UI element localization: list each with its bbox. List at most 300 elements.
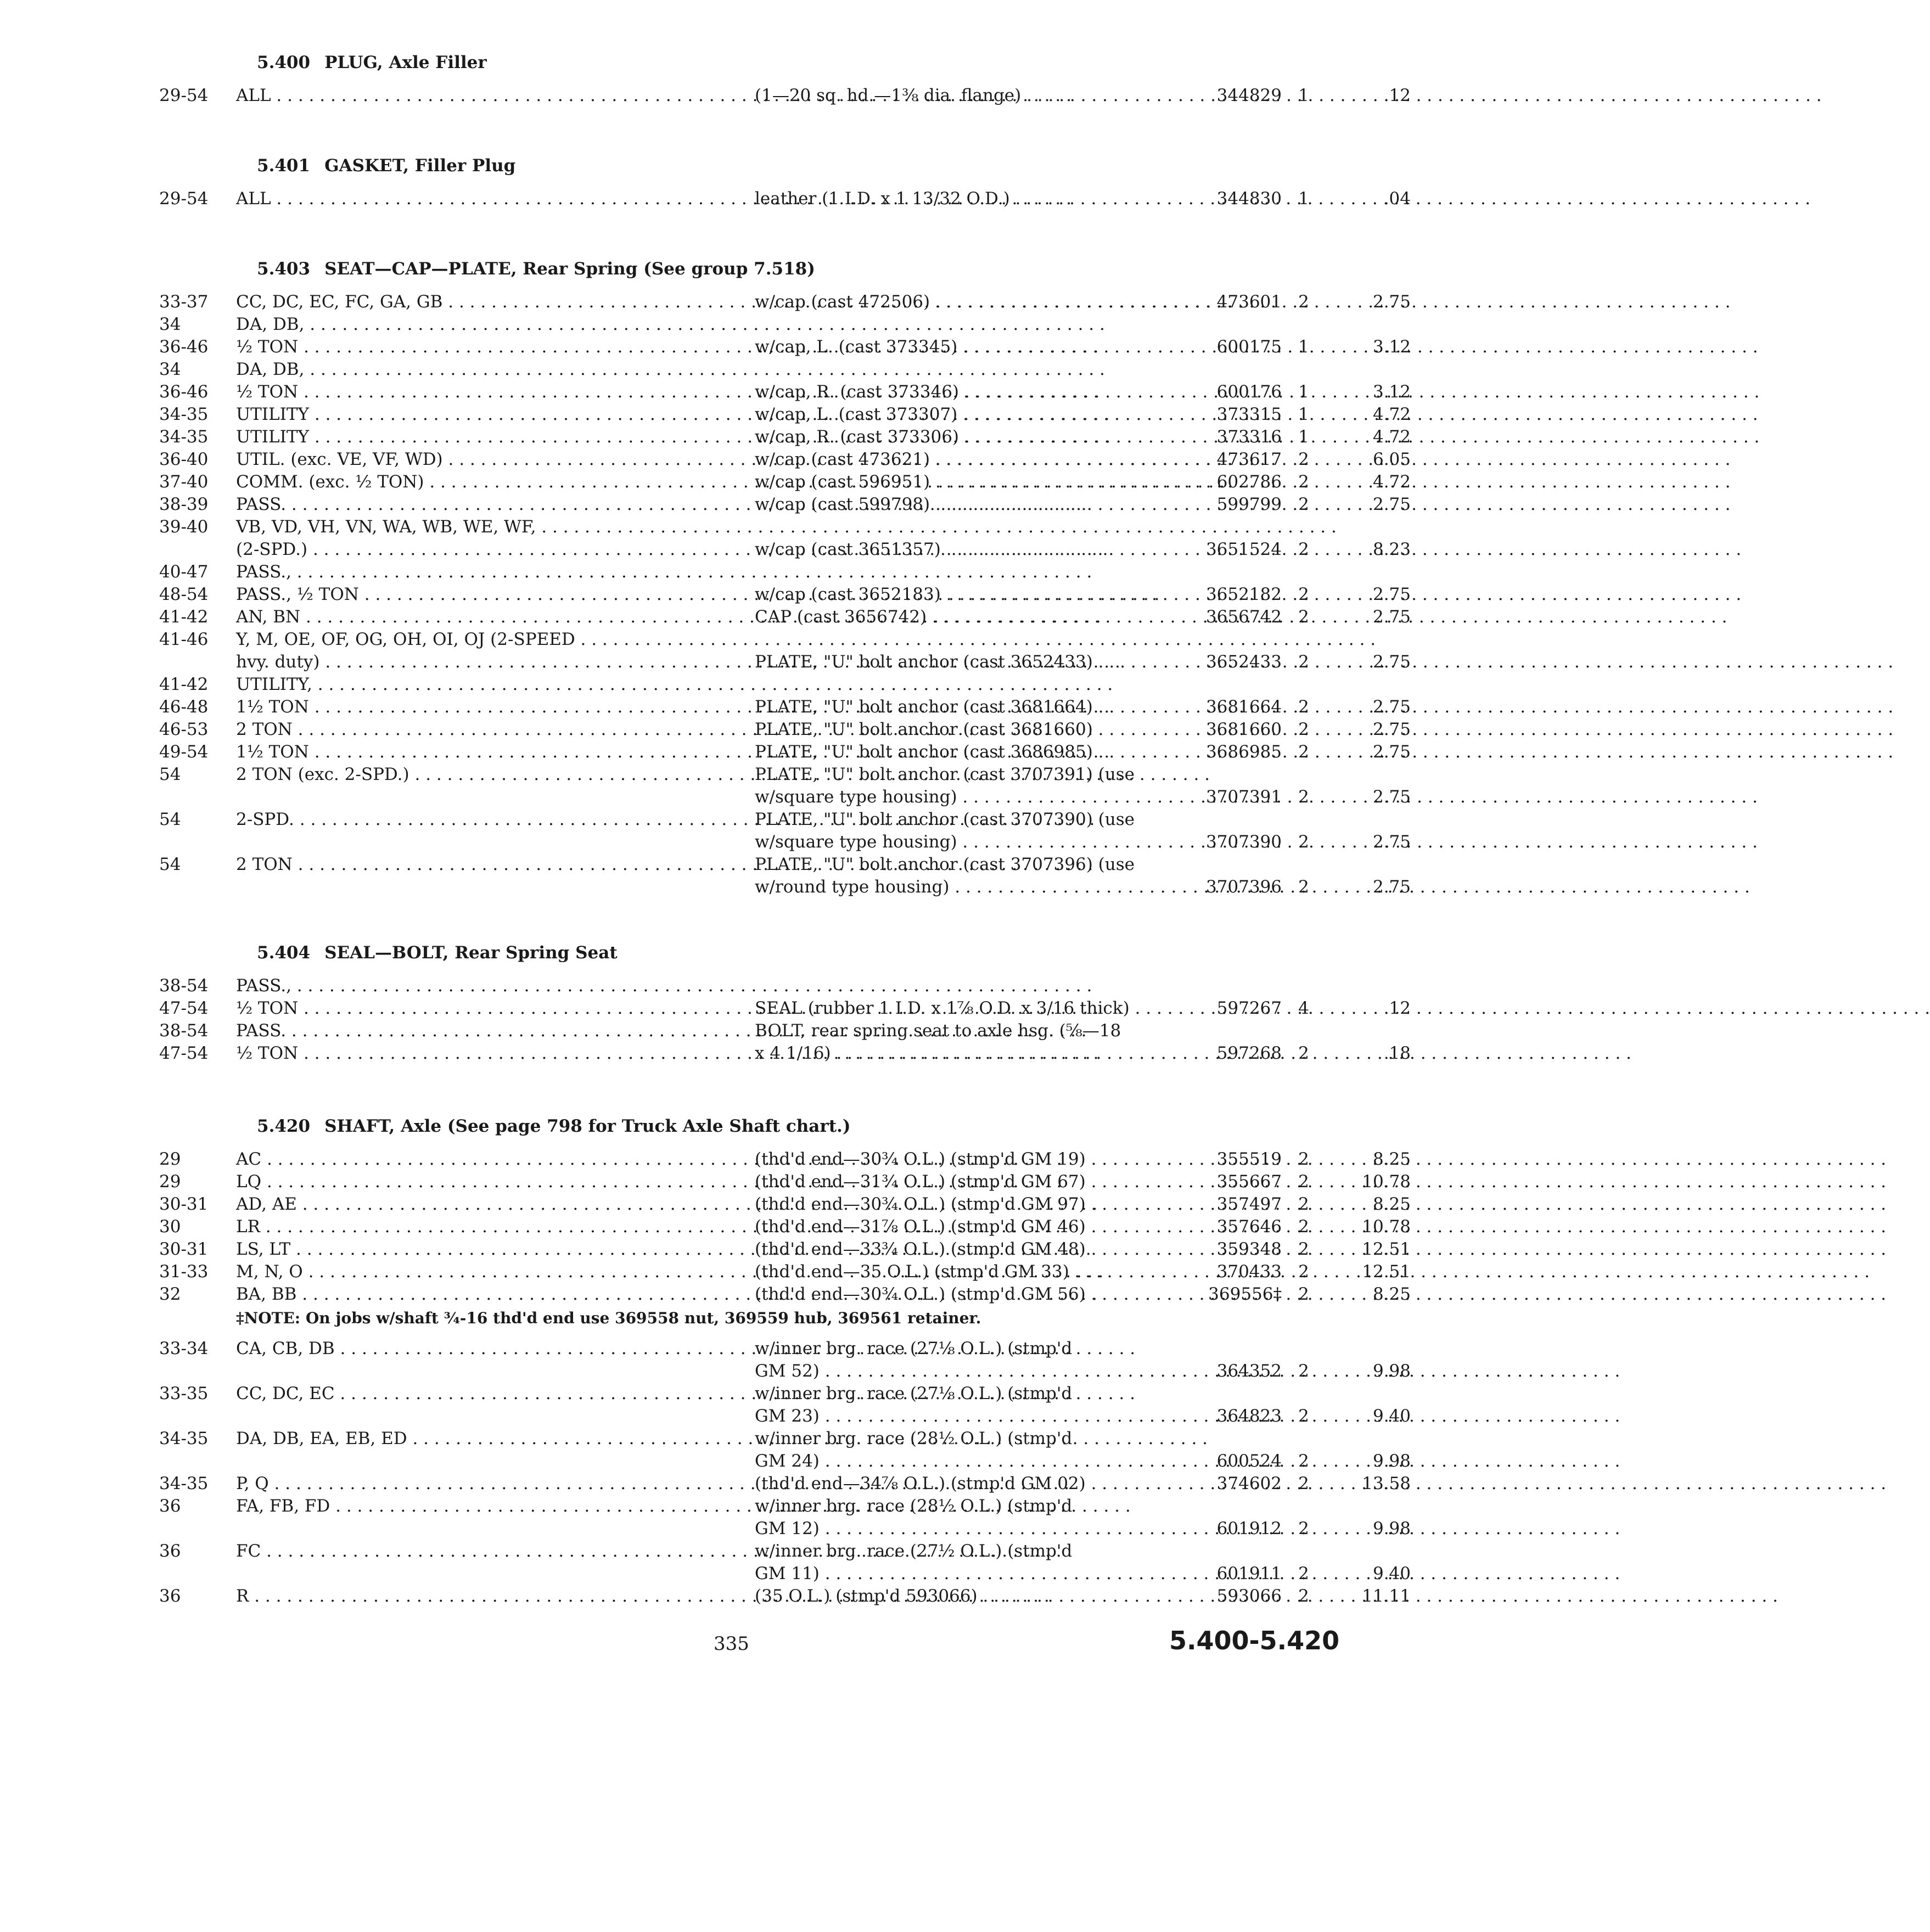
part-description: SEAL (rubber 1 I.D. x 1⅞ O.D. x 3/16 thick) . . . — [755, 997, 1172, 1020]
part-number: 357497 — [1216, 1194, 1282, 1214]
part-description: w/round type housing) . . . — [755, 876, 1172, 898]
part-description: (thd'd end—33¾ O.L.) (stmp'd GM 48) . . . — [755, 1238, 1172, 1261]
section-title: PLUG, Axle Filler — [324, 53, 487, 72]
model-list: FA, FB, FD . . . — [236, 1495, 755, 1518]
part-number: 373315 — [1216, 405, 1282, 424]
part-row — [159, 1585, 1411, 1608]
year-range: 33-34 — [159, 1339, 209, 1358]
part-description: w/inner brg. race (27½ O.L.) (stmp'd — [755, 1541, 1073, 1561]
price: 2.75 — [1372, 495, 1411, 514]
model-list: 2 TON (exc. 2-SPD.) . . . — [236, 763, 755, 786]
quantity: 2 — [1298, 1284, 1309, 1304]
year-range: 47-54 — [159, 1043, 209, 1063]
part-row — [159, 1405, 1411, 1428]
part-description: (thd'd end—34⅞ O.L.) (stmp'd GM 02) . . . — [755, 1473, 1172, 1495]
part-description: (thd'd end—30¾ O.L.) (stmp'd GM 97) . . . — [755, 1193, 1172, 1216]
price: 3.12 — [1372, 337, 1411, 357]
part-number: 3652433 — [1205, 652, 1282, 672]
section-heading — [257, 940, 1268, 966]
year-range: 38-54 — [159, 976, 209, 996]
quantity: 2 — [1298, 1451, 1309, 1471]
part-description: PLATE, "U" bolt anchor (cast 3707396) (use — [755, 855, 1135, 874]
part-number: 355667 — [1216, 1172, 1282, 1192]
quantity: 2 — [1298, 1043, 1309, 1063]
part-description: (thd'd end—35 O.L.) (stmp'd GM 33) . . . — [755, 1261, 1172, 1283]
year-range: 46-48 — [159, 697, 209, 717]
model-list: 1½ TON . . . — [236, 696, 755, 718]
parts-rows — [159, 85, 1411, 107]
part-number: 593066 — [1216, 1586, 1282, 1606]
quantity: 2 — [1298, 720, 1309, 739]
price: 2.75 — [1372, 720, 1411, 739]
part-row — [159, 358, 1268, 381]
part-number: 370433 — [1216, 1262, 1282, 1282]
part-row — [159, 1518, 1411, 1540]
spacer — [159, 1139, 1268, 1148]
year-range: 36-40 — [159, 450, 209, 469]
part-row — [159, 561, 1268, 583]
quantity: 2 — [1298, 1194, 1309, 1214]
part-description: (thd'd end—30¾ O.L.) (stmp'd GM 19) . . . — [755, 1148, 1172, 1171]
quantity: 2 — [1298, 495, 1309, 514]
model-list: FC . . . — [236, 1540, 755, 1563]
year-range: 29 — [159, 1172, 181, 1192]
price: 8.25 — [1372, 1194, 1411, 1214]
price: 2.75 — [1372, 697, 1411, 717]
part-row — [159, 493, 1411, 516]
part-description: PLATE, "U" bolt anchor (cast 3681664) . . . — [755, 696, 1172, 718]
quantity: 2 — [1298, 1474, 1309, 1493]
model-list: P, Q . . . — [236, 1473, 755, 1495]
section-number: 5.420 — [257, 1116, 311, 1136]
year-range: 36 — [159, 1541, 181, 1561]
part-row — [159, 1238, 1411, 1261]
quantity: 2 — [1298, 742, 1309, 762]
part-number: 359348 — [1216, 1239, 1282, 1259]
part-description: w/cap, R. (cast 373306) . . . — [755, 426, 1172, 448]
section-title: GASKET, Filler Plug — [324, 156, 516, 176]
price: 3.12 — [1372, 382, 1411, 402]
model-list: DA, DB, EA, EB, ED . . . — [236, 1428, 755, 1450]
year-range: 47-54 — [159, 998, 209, 1018]
spacer — [159, 966, 1268, 975]
section-5-420 — [159, 1113, 1411, 1608]
section-number: 5.401 — [257, 156, 311, 176]
part-number: 597268 — [1216, 1043, 1282, 1063]
quantity: 2 — [1298, 1361, 1309, 1381]
part-description: (thd'd end—30¾ O.L.) (stmp'd GM 56) . . . — [755, 1283, 1172, 1306]
part-row — [159, 1216, 1411, 1238]
year-range: 36 — [159, 1586, 181, 1606]
part-row — [159, 1148, 1411, 1171]
part-number: 3681664 — [1205, 697, 1282, 717]
part-row — [159, 741, 1411, 763]
part-row — [159, 718, 1411, 741]
model-list: R . . . — [236, 1585, 755, 1608]
part-description: GM 12) . . . — [755, 1518, 1172, 1540]
quantity: 2 — [1298, 1217, 1309, 1237]
part-description: w/cap (cast 472506) . . . — [755, 291, 1172, 313]
part-number: 3707390 — [1205, 832, 1282, 852]
part-number: 602786 — [1216, 472, 1282, 492]
part-row — [159, 85, 1411, 107]
model-list: DA, DB, . . . — [236, 313, 755, 336]
model-list: PASS., . . . — [236, 975, 755, 997]
section-heading — [257, 153, 1268, 179]
parts-rows — [159, 1148, 1411, 1306]
part-description: PLATE, "U" bolt anchor (cast 3707390) (use — [755, 810, 1135, 829]
part-row — [159, 403, 1411, 426]
price: 2.75 — [1372, 787, 1411, 807]
year-range: 31-33 — [159, 1262, 209, 1282]
model-list: CA, CB, DB . . . — [236, 1338, 755, 1360]
year-range: 34-35 — [159, 405, 209, 424]
price: .04 — [1383, 189, 1411, 209]
part-description: w/cap, L. (cast 373307) . . . — [755, 403, 1172, 426]
part-number: 597267 — [1216, 998, 1282, 1018]
section-number: 5.400 — [257, 53, 311, 72]
model-list: BA, BB . . . — [236, 1283, 755, 1306]
part-number: 344830 — [1216, 189, 1282, 209]
quantity: 2 — [1298, 292, 1309, 312]
quantity: 2 — [1298, 697, 1309, 717]
part-number: 3681660 — [1205, 720, 1282, 739]
part-description: (thd'd end—31⅞ O.L.) (stmp'd GM 46) . . . — [755, 1216, 1172, 1238]
part-number: 600524 — [1216, 1451, 1282, 1471]
part-row — [159, 876, 1411, 898]
part-number: 357646 — [1216, 1217, 1282, 1237]
year-range: 30 — [159, 1217, 181, 1237]
year-range: 49-54 — [159, 742, 209, 762]
quantity: 1 — [1298, 337, 1309, 357]
model-list: Y, M, OE, OF, OG, OH, OI, OJ (2-SPEED . . . — [236, 628, 755, 651]
part-row — [159, 1383, 1268, 1405]
year-range: 38-54 — [159, 1021, 209, 1041]
price: 8.23 — [1372, 540, 1411, 559]
model-list: COMM. (exc. ½ TON) . . . — [236, 471, 755, 493]
year-range: 34-35 — [159, 1474, 209, 1493]
part-row — [159, 853, 1268, 876]
part-description: CAP (cast 3656742) . . . — [755, 606, 1172, 628]
model-list: DA, DB, . . . — [236, 358, 755, 381]
part-row — [159, 291, 1411, 313]
part-row — [159, 831, 1411, 853]
part-description: w/inner brg. race (28½ O.L.) (stmp'd — [755, 1429, 1073, 1448]
year-range: 33-37 — [159, 292, 209, 312]
part-description: w/inner brg. race (28½ O.L.) (stmp'd — [755, 1496, 1073, 1516]
year-range: 29 — [159, 1149, 181, 1169]
part-row — [159, 336, 1411, 358]
price: 4.72 — [1372, 427, 1411, 447]
year-range: 30-31 — [159, 1239, 209, 1259]
model-list: AC . . . — [236, 1148, 755, 1171]
section-number: 5.403 — [257, 259, 311, 279]
part-description: w/cap (cast 3651357) . . . — [755, 538, 1172, 561]
part-description: w/square type housing) . . . — [755, 831, 1172, 853]
quantity: 2 — [1298, 1406, 1309, 1426]
year-range: 54 — [159, 810, 181, 829]
quantity: 2 — [1298, 450, 1309, 469]
model-list: UTILITY, . . . — [236, 673, 755, 696]
part-number: 3707391 — [1205, 787, 1282, 807]
model-list: (2-SPD.) . . . — [236, 538, 755, 561]
quantity: 1 — [1298, 382, 1309, 402]
quantity: 2 — [1298, 1172, 1309, 1192]
part-number: 3652182 — [1205, 585, 1282, 604]
price: 9.98 — [1372, 1519, 1411, 1538]
part-description: GM 52) . . . — [755, 1360, 1172, 1383]
parts-rows — [159, 291, 1411, 898]
section-5-400 — [159, 49, 1411, 107]
part-number: 601912 — [1216, 1519, 1282, 1538]
part-row — [159, 448, 1411, 471]
quantity: 2 — [1298, 1149, 1309, 1169]
part-description: (1—20 sq. hd.—1⅜ dia. flange) . . . — [755, 85, 1172, 107]
part-number: 374602 — [1216, 1474, 1282, 1493]
year-range: 54 — [159, 765, 181, 784]
spacer — [159, 282, 1268, 291]
part-row — [159, 516, 1268, 538]
model-list: 1½ TON . . . — [236, 741, 755, 763]
part-row — [159, 1473, 1411, 1495]
part-description: PLATE, "U" bolt anchor (cast 3681660) . . . — [755, 718, 1172, 741]
model-list: AD, AE . . . — [236, 1193, 755, 1216]
part-row — [159, 1042, 1411, 1065]
part-row — [159, 1020, 1268, 1042]
part-description: w/cap (cast 599798) . . . — [755, 493, 1172, 516]
part-row — [159, 1360, 1411, 1383]
year-range: 36-46 — [159, 382, 209, 402]
quantity: 2 — [1298, 540, 1309, 559]
part-number: 3656742 — [1205, 607, 1282, 627]
quantity: 1 — [1298, 189, 1309, 209]
price: 12.51 — [1362, 1262, 1411, 1282]
year-range: 33-35 — [159, 1384, 209, 1403]
part-description: w/cap (cast 596951) . . . — [755, 471, 1172, 493]
part-description: BOLT, rear spring seat to axle hsg. (⅝—18 — [755, 1021, 1121, 1041]
spacer — [159, 1331, 1268, 1338]
model-list: LS, LT . . . — [236, 1238, 755, 1261]
year-range: 38-39 — [159, 495, 209, 514]
part-row — [159, 1563, 1411, 1585]
section-title: SHAFT, Axle (See page 798 for Truck Axle Shaft chart.) — [324, 1116, 851, 1136]
section-heading — [257, 256, 1268, 282]
year-range: 29-54 — [159, 189, 209, 209]
part-row — [159, 471, 1411, 493]
price: 9.40 — [1372, 1406, 1411, 1426]
parts-rows — [159, 975, 1411, 1065]
model-list: PASS., . . . — [236, 561, 755, 583]
quantity: 2 — [1298, 472, 1309, 492]
part-row — [159, 808, 1268, 831]
part-row — [159, 696, 1411, 718]
part-row — [159, 975, 1268, 997]
part-description: GM 24) . . . — [755, 1450, 1172, 1473]
section-heading — [257, 1113, 1268, 1139]
part-description: w/square type housing) . . . — [755, 786, 1172, 808]
section-5-404 — [159, 940, 1411, 1065]
model-list: ½ TON . . . — [236, 336, 755, 358]
part-number: 600176 — [1216, 382, 1282, 402]
model-list: ½ TON . . . — [236, 1042, 755, 1065]
price: 2.75 — [1372, 585, 1411, 604]
model-list: hvy. duty) . . . — [236, 651, 755, 673]
part-row — [159, 1338, 1268, 1360]
year-range: 30-31 — [159, 1194, 209, 1214]
quantity: 2 — [1298, 1519, 1309, 1538]
part-row — [159, 1193, 1411, 1216]
year-range: 48-54 — [159, 585, 209, 604]
model-list: 2-SPD. . . . — [236, 808, 755, 831]
quantity: 2 — [1298, 832, 1309, 852]
quantity: 2 — [1298, 607, 1309, 627]
part-number: 473617 — [1216, 450, 1282, 469]
quantity: 1 — [1298, 405, 1309, 424]
part-description: GM 23) . . . — [755, 1405, 1172, 1428]
part-number: 355519 — [1216, 1149, 1282, 1169]
year-range: 29-54 — [159, 86, 209, 105]
part-row — [159, 997, 1411, 1020]
price: 2.75 — [1372, 742, 1411, 762]
part-description: (35 O.L.) (stmp'd 593066) . . . — [755, 1585, 1172, 1608]
model-list: LR . . . — [236, 1216, 755, 1238]
section-note: ‡NOTE: On jobs w/shaft ¾-16 thd'd end use 369558 nut, 369559 hub, 369561 retainer. — [236, 1309, 981, 1327]
year-range: 41-42 — [159, 675, 209, 694]
quantity: 2 — [1298, 1564, 1309, 1583]
spacer — [159, 179, 1268, 188]
section-title: SEAT—CAP—PLATE, Rear Spring (See group 7.518) — [324, 259, 815, 279]
part-description: PLATE, "U" bolt anchor (cast 3707391) (use — [755, 765, 1135, 784]
part-row — [159, 763, 1268, 786]
model-list: UTILITY . . . — [236, 403, 755, 426]
part-number: 600175 — [1216, 337, 1282, 357]
part-row — [159, 1495, 1268, 1518]
part-description: PLATE, "U" bolt anchor (cast 3686985) . . . — [755, 741, 1172, 763]
part-row — [159, 1261, 1411, 1283]
quantity: 1 — [1298, 86, 1309, 105]
part-row — [159, 188, 1411, 210]
price: .12 — [1383, 998, 1411, 1018]
year-range: 37-40 — [159, 472, 209, 492]
model-list: CC, DC, EC, FC, GA, GB . . . — [236, 291, 755, 313]
part-number: 364352 — [1216, 1361, 1282, 1381]
part-number: 473601 — [1216, 292, 1282, 312]
section-5-401 — [159, 153, 1411, 210]
part-number: 344829 — [1216, 86, 1282, 105]
price: 8.25 — [1372, 1149, 1411, 1169]
part-description: GM 11) . . . — [755, 1563, 1172, 1585]
part-number: 601911 — [1216, 1564, 1282, 1583]
part-number: 364823 — [1216, 1406, 1282, 1426]
price: .18 — [1383, 1043, 1411, 1063]
section-title: SEAL—BOLT, Rear Spring Seat — [324, 943, 618, 963]
part-row — [159, 1540, 1268, 1563]
part-row — [159, 583, 1411, 606]
part-number: 373316 — [1216, 427, 1282, 447]
price: 2.75 — [1372, 832, 1411, 852]
model-list: ALL . . . — [236, 188, 755, 210]
price: .12 — [1383, 86, 1411, 105]
price: 12.51 — [1362, 1239, 1411, 1259]
year-range: 41-46 — [159, 630, 209, 649]
part-row — [159, 1450, 1411, 1473]
model-list: ½ TON . . . — [236, 997, 755, 1020]
model-list: UTILITY . . . — [236, 426, 755, 448]
price: 4.72 — [1372, 472, 1411, 492]
model-list: 2 TON . . . — [236, 853, 755, 876]
parts-rows — [159, 188, 1411, 210]
part-number: 3686985 — [1205, 742, 1282, 762]
quantity: 2 — [1298, 877, 1309, 897]
price: 6.05 — [1372, 450, 1411, 469]
year-range: 32 — [159, 1284, 181, 1304]
part-description: (thd'd end—31¾ O.L.) (stmp'd GM 67) . . . — [755, 1171, 1172, 1193]
section-number: 5.404 — [257, 943, 311, 963]
price: 10.78 — [1362, 1217, 1411, 1237]
part-row — [159, 1283, 1411, 1306]
price: 2.75 — [1372, 607, 1411, 627]
quantity: 2 — [1298, 1239, 1309, 1259]
model-list: LQ . . . — [236, 1171, 755, 1193]
price: 9.98 — [1372, 1451, 1411, 1471]
part-description: PLATE, "U" bolt anchor (cast 3652433) . . . — [755, 651, 1172, 673]
part-number: 599799 — [1216, 495, 1282, 514]
part-description: w/cap (cast 473621) . . . — [755, 448, 1172, 471]
price: 9.98 — [1372, 1361, 1411, 1381]
year-range: 46-53 — [159, 720, 209, 739]
year-range: 36-46 — [159, 337, 209, 357]
quantity: 1 — [1298, 427, 1309, 447]
part-row — [159, 381, 1411, 403]
model-list: PASS., ½ TON . . . — [236, 583, 755, 606]
page-number: 335 — [714, 1633, 749, 1655]
price: 11.11 — [1362, 1586, 1411, 1606]
price: 10.78 — [1362, 1172, 1411, 1192]
part-description: w/inner brg. race (27⅛ O.L.) (stmp'd — [755, 1384, 1073, 1403]
model-list: CC, DC, EC . . . — [236, 1383, 755, 1405]
price: 2.75 — [1372, 877, 1411, 897]
part-row — [159, 651, 1411, 673]
price: 13.58 — [1362, 1474, 1411, 1493]
year-range: 41-42 — [159, 607, 209, 627]
year-range: 34 — [159, 360, 181, 379]
part-row — [159, 786, 1411, 808]
part-number: 369556‡ — [1208, 1284, 1282, 1304]
year-range: 40-47 — [159, 562, 209, 582]
part-row — [159, 1428, 1268, 1450]
part-row — [159, 538, 1411, 561]
part-description: w/cap, R. (cast 373346) . . . — [755, 381, 1172, 403]
quantity: 2 — [1298, 652, 1309, 672]
quantity: 2 — [1298, 787, 1309, 807]
part-description: w/inner brg. race (27⅛ O.L.) (stmp'd — [755, 1339, 1073, 1358]
price: 4.72 — [1372, 405, 1411, 424]
model-list: VB, VD, VH, VN, WA, WB, WE, WF, . . . — [236, 516, 755, 538]
part-row — [159, 313, 1268, 336]
part-number: 3707396 — [1205, 877, 1282, 897]
part-row — [159, 673, 1268, 696]
quantity: 2 — [1298, 1586, 1309, 1606]
year-range: 54 — [159, 855, 181, 874]
spacer — [159, 76, 1268, 85]
part-description: x 4 1/16) . . . — [755, 1042, 1172, 1065]
part-number: 3651524 — [1205, 540, 1282, 559]
model-list: ALL . . . — [236, 85, 755, 107]
year-range: 34-35 — [159, 1429, 209, 1448]
price: 2.75 — [1372, 652, 1411, 672]
parts-rows — [159, 1338, 1411, 1608]
price: 2.75 — [1372, 292, 1411, 312]
